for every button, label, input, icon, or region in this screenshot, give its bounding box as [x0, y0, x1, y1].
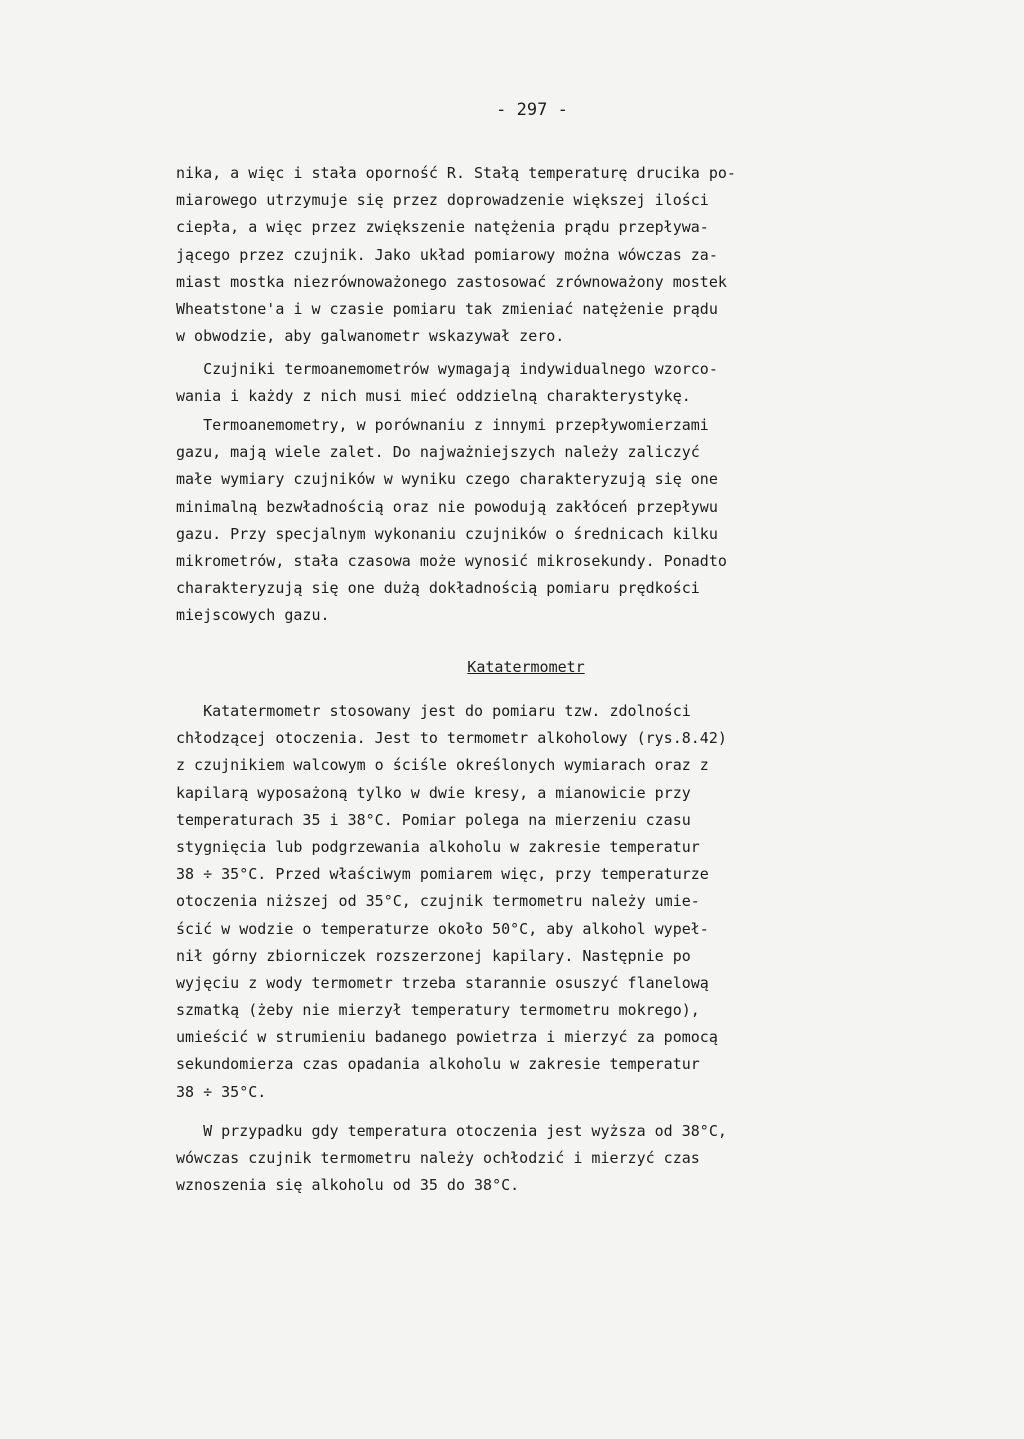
paragraph-2 [176, 356, 876, 410]
text-line: szmatką (żeby nie mierzył temperatury termometru mokrego), [176, 1001, 700, 1020]
text-line: z czujnikiem walcowym o ściśle określonych wymiarach oraz z [176, 756, 709, 775]
text-line: nika, a więc i stała oporność R. Stałą temperaturę drucika po- [176, 164, 736, 182]
text-line: wówczas czujnik termometru należy ochłodzić i mierzyć czas [176, 1149, 700, 1168]
text-line: temperaturach 35 i 38°C. Pomiar polega na mierzeniu czasu [176, 810, 691, 829]
text-line: małe wymiary czujników w wyniku czego charakteryzują się one [176, 470, 718, 489]
text-line: miejscowych gazu. [176, 606, 330, 625]
text-line: 38 ÷ 35°C. [176, 1082, 267, 1101]
text-line: 38 ÷ 35°C. Przed właściwym pomiarem więc, przy temperaturze [176, 865, 709, 884]
paragraph-4 [176, 698, 876, 1106]
text-line: sekundomierza czas opadania alkoholu w zakresie temperatur [176, 1055, 700, 1074]
paragraph-1 [176, 160, 876, 350]
text-line: Termoanemometry, w porównaniu z innymi przepływomierzami [176, 416, 709, 434]
text-line: wyjęciu z wody termometr trzeba starannie osuszyć flanelową [176, 973, 709, 992]
text-line: Wheatstone'a i w czasie pomiaru tak zmieniać natężenie prądu [176, 299, 718, 318]
text-line: miast mostka niezrównoważonego zastosować zrównoważony mostek [176, 272, 727, 291]
text-line: ciepła, a więc przez zwiększenie natężenia prądu przepływa- [176, 218, 709, 237]
text-line: gazu, mają wiele zalet. Do najważniejszych należy zaliczyć [176, 443, 700, 462]
text-line: Czujniki termoanemometrów wymagają indywidualnego wzorco- [176, 360, 718, 378]
text-line: ścić w wodzie o temperaturze około 50°C, aby alkohol wypeł- [176, 919, 709, 938]
text-line: w obwodzie, aby galwanometr wskazywał zero. [176, 327, 565, 346]
paragraph-5 [176, 1118, 876, 1200]
text-line: nił górny zbiorniczek rozszerzonej kapilary. Następnie po [176, 946, 691, 965]
text-line: charakteryzują się one dużą dokładnością pomiaru prędkości [176, 579, 700, 598]
paragraph-3 [176, 412, 876, 630]
text-line: otoczenia niższej od 35°C, czujnik termometru należy umie- [176, 892, 700, 911]
text-line: miarowego utrzymuje się przez doprowadzenie większej ilości [176, 191, 709, 210]
page-number: - 297 - [496, 100, 568, 120]
text-line: W przypadku gdy temperatura otoczenia jest wyższa od 38°C, [176, 1122, 727, 1140]
text-line: mikrometrów, stała czasowa może wynosić mikrosekundy. Ponadto [176, 551, 727, 570]
text-line: Katatermometr stosowany jest do pomiaru tzw. zdolności [176, 702, 691, 720]
text-line: chłodzącej otoczenia. Jest to termometr alkoholowy (rys.8.42) [176, 729, 727, 748]
text-line: gazu. Przy specjalnym wykonaniu czujników o średnicach kilku [176, 524, 718, 543]
text-line: umieścić w strumieniu badanego powietrza i mierzyć za pomocą [176, 1028, 718, 1047]
text-line: kapilarą wyposażoną tylko w dwie kresy, a mianowicie przy [176, 783, 691, 802]
text-line: jącego przez czujnik. Jako układ pomiarowy można wówczas za- [176, 245, 718, 264]
text-line: minimalną bezwładnością oraz nie powodują zakłóceń przepływu [176, 497, 718, 516]
text-line: stygnięcia lub podgrzewania alkoholu w zakresie temperatur [176, 837, 700, 856]
text-line: wania i każdy z nich musi mieć oddzielną charakterystykę. [176, 387, 691, 406]
text-line: wznoszenia się alkoholu od 35 do 38°C. [176, 1176, 520, 1195]
section-heading: Katatermometr [467, 658, 585, 676]
